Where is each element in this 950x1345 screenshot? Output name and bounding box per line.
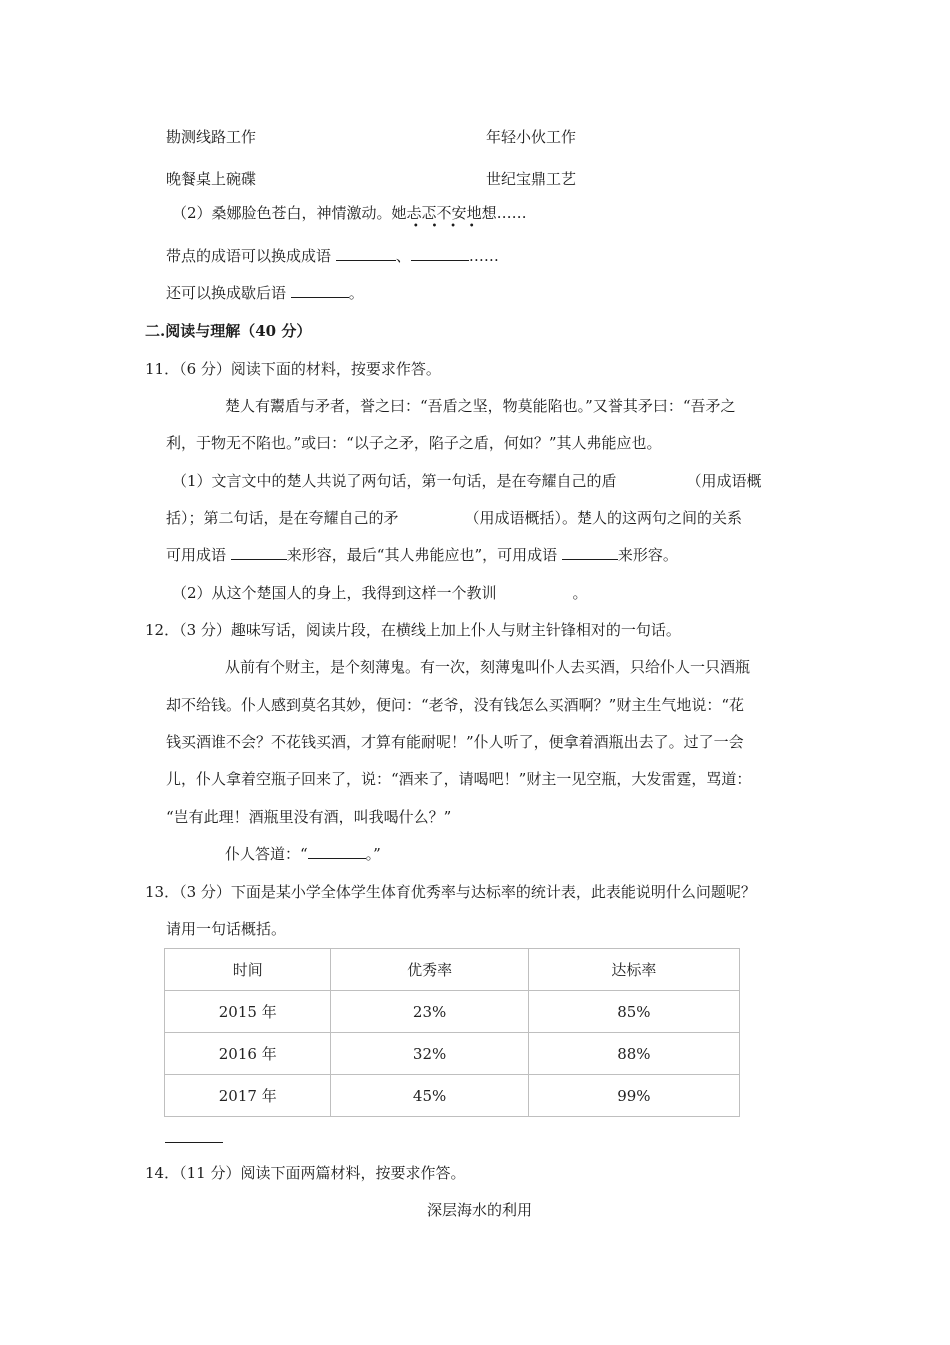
table-header-cell: 优秀率 [331,949,528,991]
q11-text: 来形容。 [617,546,678,564]
q11-text: （2）从这个楚国人的身上，我得到这样一个教训 [172,584,497,602]
table-header-cell: 时间 [165,949,331,991]
table-cell: 2016 年 [165,1033,331,1075]
q12-passage-line: 儿，仆人拿着空瓶子回来了，说：“酒来了，请喝吧！”财主一见空瓶，大发雷霆，骂道： [166,770,752,788]
table-header-row [165,949,740,991]
separator: 、 [395,247,411,265]
q10-2-line3 [166,283,364,303]
table-header-cell: 达标率 [528,949,739,991]
q11-text: 可用成语 [166,546,227,564]
stats-table [164,948,740,1117]
answer-blank[interactable] [336,246,396,261]
q13-stem: 13．（3 分）下面是某小学全体学生体育优秀率与达标率的统计表，此表能说明什么问题呢？ [145,883,756,901]
q11-sub1-line1 [172,471,762,491]
table-row [165,1075,740,1117]
q12-passage-line: 钱买酒谁不会？不花钱买酒，才算有能耐呢！”仆人听了，便拿着酒瓶出去了。过了一会 [166,733,744,751]
answer-blank[interactable] [165,1142,223,1143]
q10-2-text: 地想…… [466,204,527,222]
article-title: 深层海水的利用 [427,1201,533,1219]
q12-passage-line: 从前有个财主，是个刻薄鬼。有一次，刻薄鬼叫仆人去买酒，只给仆人一只酒瓶 [225,658,751,676]
q10-2-text: （2）桑娜脸色苍白，神情激动。她 [172,204,407,222]
table-cell: 85% [528,991,739,1033]
answer-blank[interactable] [308,844,366,859]
table-cell: 23% [331,991,528,1033]
q10-2-line2 [166,246,499,266]
q11-text: （用成语概括）。楚人的这两句之间的关系 [464,509,743,527]
q12-passage-line: 却不给钱。仆人感到莫名其妙，便问：“老爷，没有钱怎么买酒啊？”财主生气地说：“花 [166,696,745,714]
q10-2-line1 [172,203,527,232]
q13-stem-line2: 请用一句话概括。 [166,920,287,938]
answer-blank[interactable] [562,545,618,560]
q14-stem: 14．（11 分）阅读下面两篇材料，按要求作答。 [145,1164,466,1182]
q12-answer-line [225,844,381,864]
word-grid-item: 年轻小伙工作 [486,128,577,146]
q11-text: （1）文言文中的楚人共说了两句话，第一句话，是在夸耀自己的盾 [172,472,617,490]
table-cell: 2015 年 [165,991,331,1033]
word-grid-item: 勘测线路工作 [166,128,257,146]
q10-2-text: 还可以换成歇后语 [166,284,287,302]
q11-passage-line: 楚人有鬻盾与矛者，誉之曰：“吾盾之坚，物莫能陷也。”又誉其矛曰：“吾矛之 [225,397,736,415]
q12-text: 。” [365,845,381,863]
table-cell: 88% [528,1033,739,1075]
emphasis-dots-icon: • • • • [406,221,475,232]
table-cell: 32% [331,1033,528,1075]
section-title: 二.阅读与理解（40 分） [145,322,312,340]
answer-blank[interactable] [231,545,287,560]
q11-sub1-line2 [166,508,742,528]
q12-text: 仆人答道：“ [225,845,308,863]
word-grid-item: 世纪宝鼎工艺 [486,170,577,188]
table-cell: 99% [528,1075,739,1117]
period: 。 [348,284,364,302]
q11-text: 括）；第二句话，是在夸耀自己的矛 [166,509,399,527]
table-row [165,1033,740,1075]
table-cell: 45% [331,1075,528,1117]
word-grid-item: 晚餐桌上碗碟 [166,170,257,188]
dotted-idiom [406,204,475,232]
dotted-idiom-text: 忐忑不安 [406,204,467,222]
answer-blank[interactable] [411,246,469,261]
table-row [165,991,740,1033]
q11-stem: 11．（6 分）阅读下面的材料，按要求作答。 [145,360,441,378]
q11-sub1-line3 [166,545,678,565]
ellipsis: …… [468,247,499,265]
table-cell: 2017 年 [165,1075,331,1117]
q11-sub2 [172,583,588,603]
q11-passage-line: 利，于物无不陷也。”或曰：“以子之矛，陷子之盾，何如？”其人弗能应也。 [166,434,662,452]
answer-blank[interactable] [291,283,349,298]
q11-text: 来形容，最后“其人弗能应也”，可用成语 [286,546,558,564]
q12-stem: 12．（3 分）趣味写话，阅读片段，在横线上加上仆人与财主针锋相对的一句话。 [145,621,681,639]
period: 。 [572,584,588,602]
q11-text: （用成语概 [686,472,762,490]
q12-passage-line: “岂有此理！酒瓶里没有酒，叫我喝什么？” [166,808,452,826]
q10-2-text: 带点的成语可以换成成语 [166,247,332,265]
